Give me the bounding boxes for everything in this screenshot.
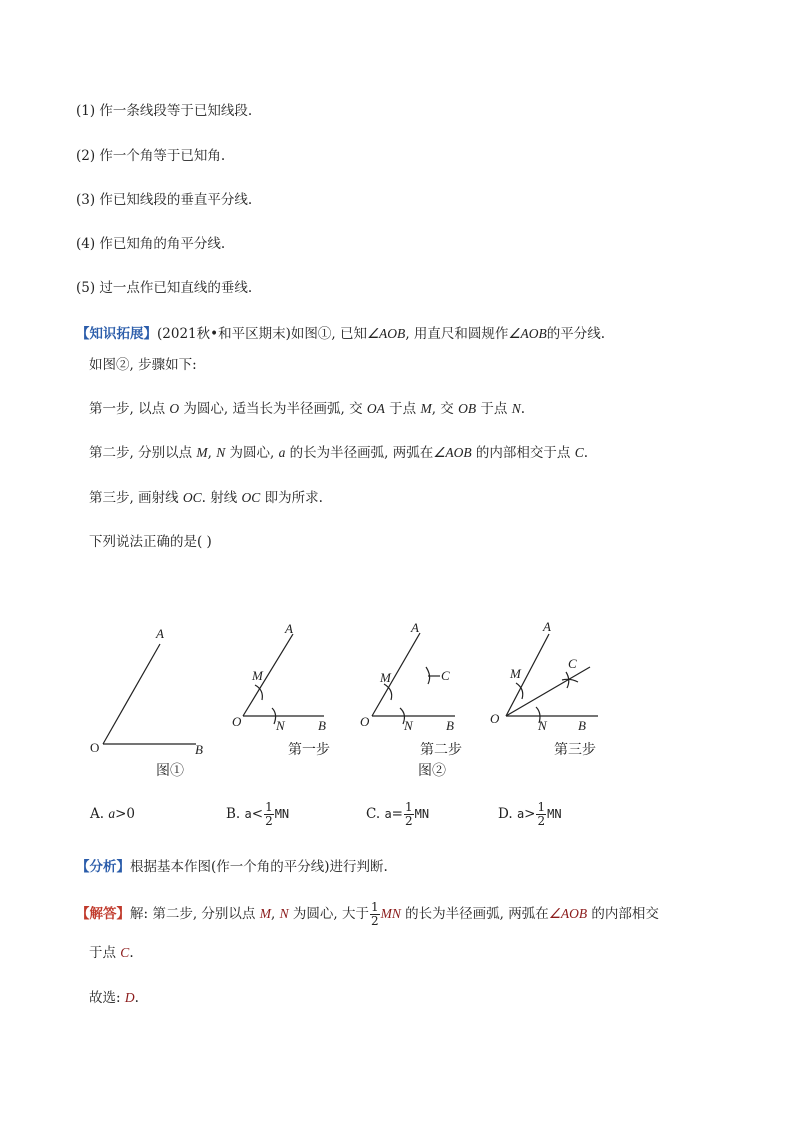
- fig1-ray-oa: [103, 644, 160, 744]
- list-item-5: (5) 过一点作已知直线的垂线.: [76, 280, 253, 296]
- question-text-a: 如图①, 已知: [290, 326, 367, 342]
- angle-label: ∠AOB: [366, 326, 406, 341]
- fig2a-caption: 第一步: [288, 743, 330, 758]
- question-text-c: 的平分线.: [546, 326, 606, 342]
- fig1-label-b: B: [195, 742, 203, 757]
- fig2b-label-n: N: [404, 718, 413, 733]
- list-item-4: (4) 作已知角的角平分线.: [76, 236, 226, 252]
- angle-label: ∠AOB: [508, 326, 547, 341]
- fig2b-arc-m: [384, 684, 392, 700]
- figures: [0, 600, 794, 790]
- fig1-label-a: A: [156, 626, 164, 641]
- option-a[interactable]: A. a>0: [90, 806, 135, 822]
- fig2b-label-b: B: [446, 718, 454, 733]
- fig2a-label-m: M: [252, 668, 263, 683]
- step-3: 第三步, 画射线 OC. 射线 OC 即为所求.: [89, 490, 323, 506]
- step-1: 第一步, 以点 O 为圆心, 适当长为半径画弧, 交 OA 于点 M, 交 OB 于点 N.: [89, 401, 525, 417]
- option-c[interactable]: C. a= $\frac{1}{2}$ MN: [366, 800, 430, 828]
- fig2b-label-a: A: [411, 620, 419, 635]
- option-b[interactable]: B. a< $\frac{1}{2}$ MN: [226, 800, 290, 828]
- question-stem: [76, 325, 605, 343]
- list-item-1: (1) 作一条线段等于已知线段.: [76, 103, 253, 119]
- fig2b-label-c: C: [441, 668, 450, 683]
- answer-line-2: 于点 C.: [89, 945, 134, 961]
- fig2a-label-n: N: [276, 718, 285, 733]
- fig2c-label-a: A: [543, 619, 551, 634]
- fig2a-ray-oa: [243, 634, 293, 716]
- fig2b-label-o: O: [360, 714, 370, 729]
- fig2c-label-c: C: [568, 656, 577, 671]
- fig2a-label-o: O: [232, 714, 242, 729]
- fig2c-label-m: M: [510, 666, 521, 681]
- step-2: 第二步, 分别以点 M, N 为圆心, a 的长为半径画弧, 两弧在∠AOB 的内部相交于点 C.: [89, 445, 588, 461]
- fig2-caption: 图②: [418, 764, 446, 779]
- list-item-2: (2) 作一个角等于已知角.: [76, 148, 226, 164]
- fig1-label-o: O: [90, 740, 100, 755]
- question-prompt: 下列说法正确的是( ): [89, 534, 212, 550]
- analysis: 【分析】根据基本作图(作一个角的平分线)进行判断.: [76, 859, 388, 875]
- fig2c-label-n: N: [538, 718, 547, 733]
- fig2a-label-b: B: [318, 718, 326, 733]
- question-text-b: , 用直尺和圆规作: [405, 326, 509, 342]
- final-choice: 故选: D.: [89, 990, 139, 1006]
- steps-intro: 如图②, 步骤如下:: [89, 357, 197, 373]
- fig2b-caption: 第二步: [420, 743, 462, 758]
- extension-tag: 【知识拓展】: [76, 326, 157, 342]
- fig2b-label-m: M: [380, 670, 391, 685]
- option-d[interactable]: D. a> $\frac{1}{2}$ MN: [498, 800, 562, 828]
- fig2c-label-o: O: [490, 711, 500, 726]
- answer-tag: 【解答】: [76, 906, 130, 922]
- fig2a-label-a: A: [285, 621, 293, 636]
- fig2c-caption: 第三步: [554, 743, 596, 758]
- question-source: (2021秋•和平区期末): [157, 326, 291, 342]
- list-item-3: (3) 作已知线段的垂直平分线.: [76, 192, 253, 208]
- fig2a-arc-m: [255, 685, 262, 700]
- answer: 【解答】解: 第二步, 分别以点 M, N 为圆心, 大于 $\frac{1}{2}$ MN 的长为半径画弧, 两弧在∠AOB 的内部相交: [76, 900, 659, 928]
- fig1-caption: 图①: [156, 764, 184, 779]
- analysis-tag: 【分析】: [76, 859, 130, 875]
- fig2c-label-b: B: [578, 718, 586, 733]
